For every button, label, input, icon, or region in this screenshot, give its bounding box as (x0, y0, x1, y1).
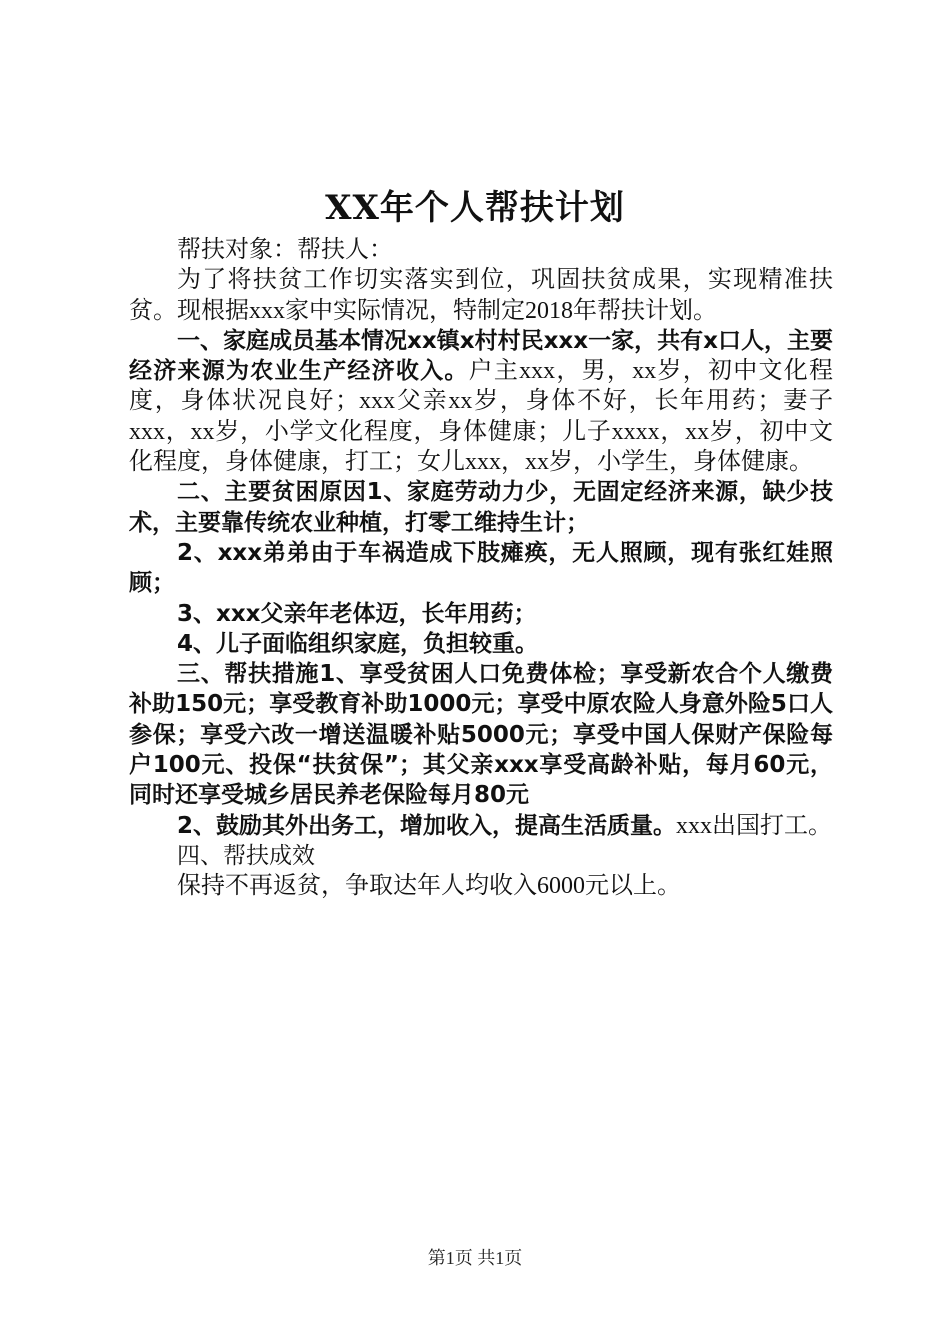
measure-2-text: 2、鼓励其外出务工，增加收入，提高生活质量。 (177, 812, 677, 839)
measure-2-note: xxx出国打工。 (676, 812, 833, 839)
paragraph-cause-4: 4、儿子面临组织家庭，负担较重。 (177, 630, 539, 657)
paragraph-poverty-causes: 二、主要贫困原因1、家庭劳动力少，无固定经济来源，缺少技术，主要靠传统农业种植，打零工维持生计； (129, 479, 833, 536)
paragraph-measures: 三、帮扶措施1、享受贫困人口免费体检；享受新农合个人缴费补助150元；享受教育补助1000元；享受中原农险人身意外险5口人参保；享受六改一增送温暖补贴5000元；享受中国人保财产保险每户100元、投保“扶贫保”；其父亲xxx享受高龄补贴，每月60元，同时还享受城乡居民养老保险每月80元 (129, 661, 833, 809)
document-title: XX年个人帮扶计划 (325, 188, 625, 228)
paragraph-family-basics (129, 326, 833, 477)
paragraph-cause-2: 2、xxx弟弟由于车祸造成下肢瘫痪，无人照顾，现有张红娃照顾； (129, 539, 833, 597)
paragraph-results: 保持不再返贫，争取达年人均收入6000元以上。 (177, 873, 681, 900)
paragraph-measure-2 (129, 811, 833, 841)
paragraph-cause-3: 3、xxx父亲年老体迈，长年用药； (177, 600, 537, 627)
section-one-heading: 一、家庭成员基本情况xx镇x村村民xxx一家，共有x口人，主要经济来源为农业生产经济收入。 (129, 327, 833, 385)
page-footer: 第1页 共1页 (427, 1248, 523, 1268)
document-body (129, 235, 833, 902)
family-members-text: 户主xxx，男，xx岁，初中文化程度，身体状况良好；xxx父亲xx岁，身体不好，长年用药；妻子xxx，xx岁，小学文化程度，身体健康；儿子xxxx，xx岁，初中文化程度，身体健康，打工；女儿xxx，xx岁，小学生，身体健康。 (129, 358, 834, 476)
section-four-heading: 四、帮扶成效 (177, 842, 315, 869)
paragraph-intro: 为了将扶贫工作切实落实到位，巩固扶贫成果，实现精准扶贫。现根据xxx家中实际情况，特制定2018年帮扶计划。 (129, 267, 833, 324)
paragraph-assistance-parties: 帮扶对象：帮扶人： (177, 237, 393, 263)
